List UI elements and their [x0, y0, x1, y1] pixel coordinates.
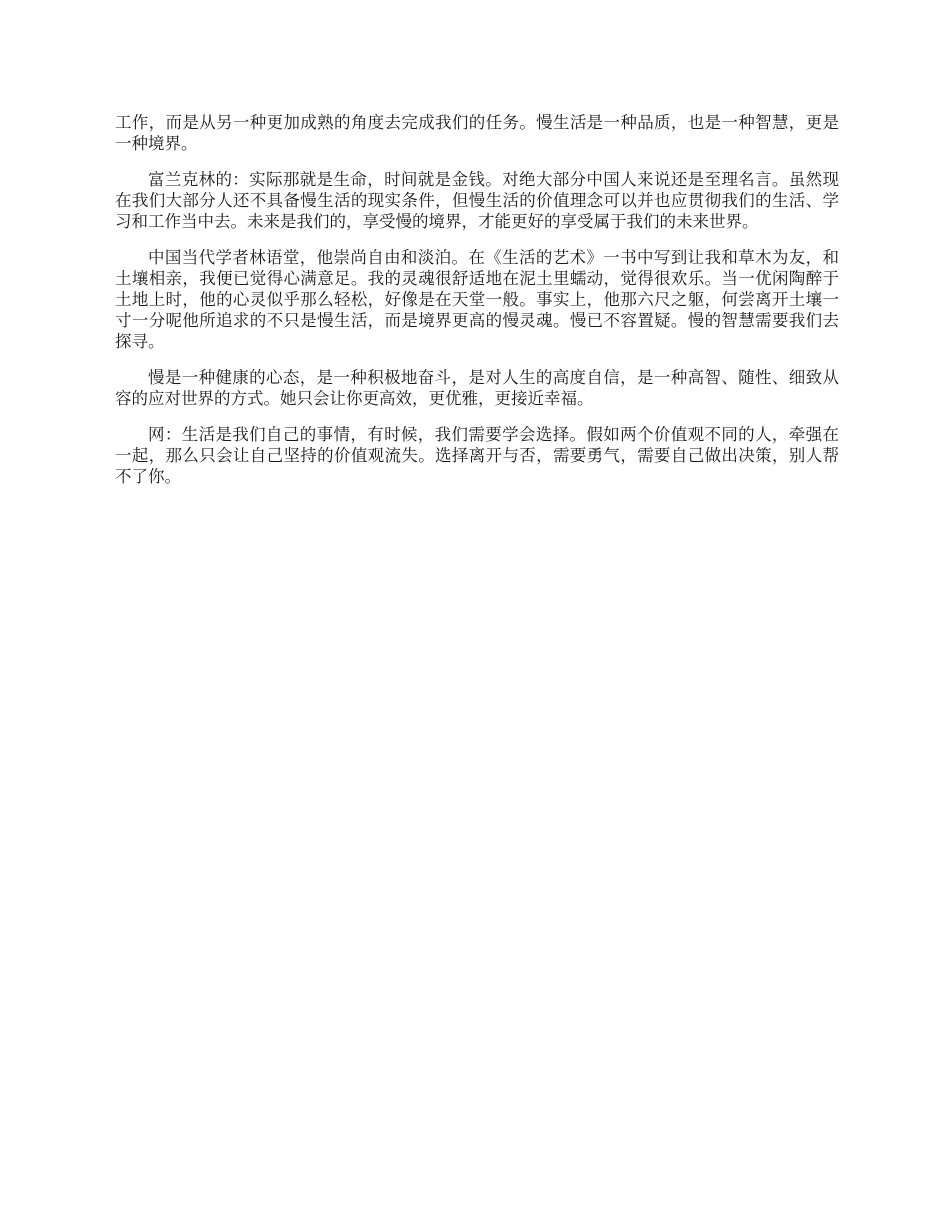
paragraph-3: 中国当代学者林语堂，他崇尚自由和淡泊。在《生活的艺术》一书中写到让我和草木为友，和土壤相亲，我便已觉得心满意足。我的灵魂很舒适地在泥土里蠕动，觉得很欢乐。当一优闲陶醉于土地上时，他的心灵似乎那么轻松，好像是在天堂一般。事实上，他那六尺之躯，何尝离开土壤一寸一分呢他所追求的不只是慢生活，而是境界更高的慢灵魂。慢已不容置疑。慢的智慧需要我们去探寻。: [115, 248, 839, 351]
paragraph-5: 网：生活是我们自己的事情，有时候，我们需要学会选择。假如两个价值观不同的人，牵强在一起，那么只会让自己坚持的价值观流失。选择离开与否，需要勇气，需要自己做出决策，别人帮不了你。: [115, 425, 839, 486]
paragraph-4: 慢是一种健康的心态，是一种积极地奋斗，是对人生的高度自信，是一种高智、随性、细致从容的应对世界的方式。她只会让你更高效，更优雅，更接近幸福。: [115, 368, 839, 408]
paragraph-1: 工作，而是从另一种更加成熟的角度去完成我们的任务。慢生活是一种品质，也是一种智慧，更是一种境界。: [115, 113, 839, 153]
document-body: [115, 112, 839, 502]
paragraph-2: 富兰克林的：实际那就是生命，时间就是金钱。对绝大部分中国人来说还是至理名言。虽然现在我们大部分人还不具备慢生活的现实条件，但慢生活的价值理念可以并也应贯彻我们的生活、学习和工作当中去。未来是我们的，享受慢的境界，才能更好的享受属于我们的未来世界。: [115, 170, 839, 231]
